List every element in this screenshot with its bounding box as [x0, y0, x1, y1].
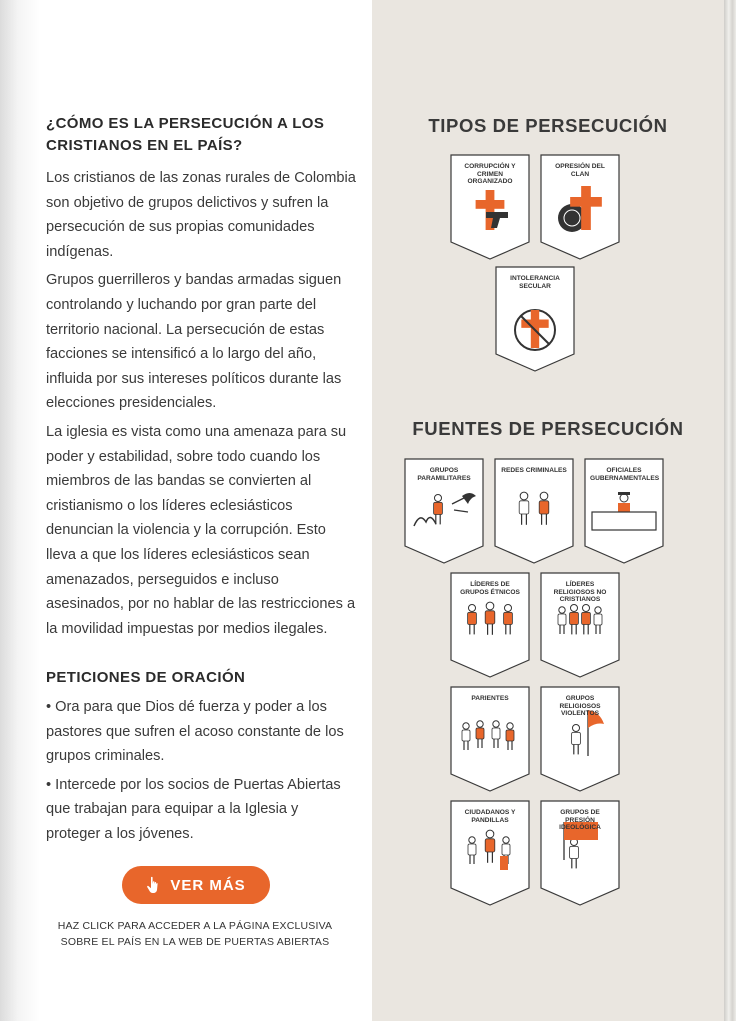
badge-label: GRUPOS RELIGIOSOS VIOLENTOS	[559, 695, 601, 718]
prayer-item: • Intercede por los socios de Puertas Abiertas que trabajan para equipar a la Iglesia y proteger a los jóvenes.	[46, 776, 341, 842]
ver-mas-button[interactable]	[122, 866, 270, 904]
body-text	[46, 166, 356, 645]
badge-label: REDES CRIMINALES	[501, 467, 567, 474]
intolerancia-secular-badge	[495, 266, 575, 372]
pointer-hand-icon	[146, 876, 162, 894]
ciudadanos-y-pandillas-badge	[450, 800, 530, 906]
badge-label: PARIENTES	[471, 695, 509, 702]
oficiales-gubernamentales-badge	[584, 458, 664, 564]
parientes-badge	[450, 686, 530, 792]
grupos-paramilitares-badge	[404, 458, 484, 564]
badge-label: GRUPOS PARAMILITARES	[417, 467, 471, 482]
badge-label: GRUPOS DE PRESIÓN IDEOLÓGICA	[559, 809, 601, 832]
section-heading-prayer: PETICIONES DE ORACIÓN	[46, 669, 246, 686]
prayer-item: • Ora para que Dios dé fuerza y poder a los pastores que sufren el acoso constante de los grupos criminales.	[46, 699, 344, 765]
badge-label: LÍDERES RELIGIOSOS NO CRISTIANOS	[553, 581, 607, 604]
badge-label: LÍDERES DE GRUPOS ÉTNICOS	[460, 581, 520, 596]
grupos-de-presión-ideológica-badge	[540, 800, 620, 906]
badge-label: INTOLERANCIA SECULAR	[510, 275, 560, 290]
grupos-religiosos-violentos-badge	[540, 686, 620, 792]
corrupción-y-crimen-organizado-badge	[450, 154, 530, 260]
opresión-del-clan-badge	[540, 154, 620, 260]
footer-note: HAZ CLICK PARA ACCEDER A LA PÁGINA EXCLUSIVA SOBRE EL PAÍS EN LA WEB DE PUERTAS ABIERTAS	[57, 920, 333, 948]
paragraph-2: Grupos guerrilleros y bandas armadas siguen controlando y luchando por gran parte del territorio nacional. La persecución de estas facciones se intensificó a lo largo del año, influida por sus intereses políticos durante las elecciones presidenciales.	[46, 272, 342, 412]
badge-label: CORRUPCIÓN Y CRIMEN ORGANIZADO	[464, 163, 516, 186]
redes-criminales-badge	[494, 458, 574, 564]
section-heading-persecution: ¿CÓMO ES LA PERSECUCIÓN A LOS CRISTIANOS EN EL PAÍS?	[46, 115, 325, 154]
badge-label: OFICIALES GUBERNAMENTALES	[590, 467, 660, 482]
paragraph-1: Los cristianos de las zonas rurales de Colombia son objetivo de grupos delictivos y sufren la persecución de sus propias comunidades indígenas.	[46, 170, 356, 260]
right-column	[372, 0, 724, 1021]
page-edge	[724, 0, 736, 1021]
paragraph-3: La iglesia es vista como una amenaza para su poder y estabilidad, sobre todo cuando los miembros de las bandas se convierten al cristianismo o los líderes eclesiásticos denuncian la violencia y la corrupción. Esto lleva a que los líderes eclesiásticos sean amenazados, perseguidos e incluso asesinados, por no hablar de las restricciones a la movilidad impuestas por medios ilegales.	[46, 423, 356, 637]
sources-title: FUENTES DE PERSECUCIÓN	[412, 418, 684, 439]
badge-label: OPRESIÓN DEL CLAN	[555, 163, 605, 178]
líderes-de-grupos-étnicos-badge	[450, 572, 530, 678]
ver-mas-label: VER MÁS	[170, 876, 246, 894]
prayer-list	[46, 695, 356, 851]
types-title: TIPOS DE PERSECUCIÓN	[428, 115, 668, 136]
líderes-religiosos-no-cristianos-badge	[540, 572, 620, 678]
badge-label: CIUDADANOS Y PANDILLAS	[464, 809, 516, 824]
